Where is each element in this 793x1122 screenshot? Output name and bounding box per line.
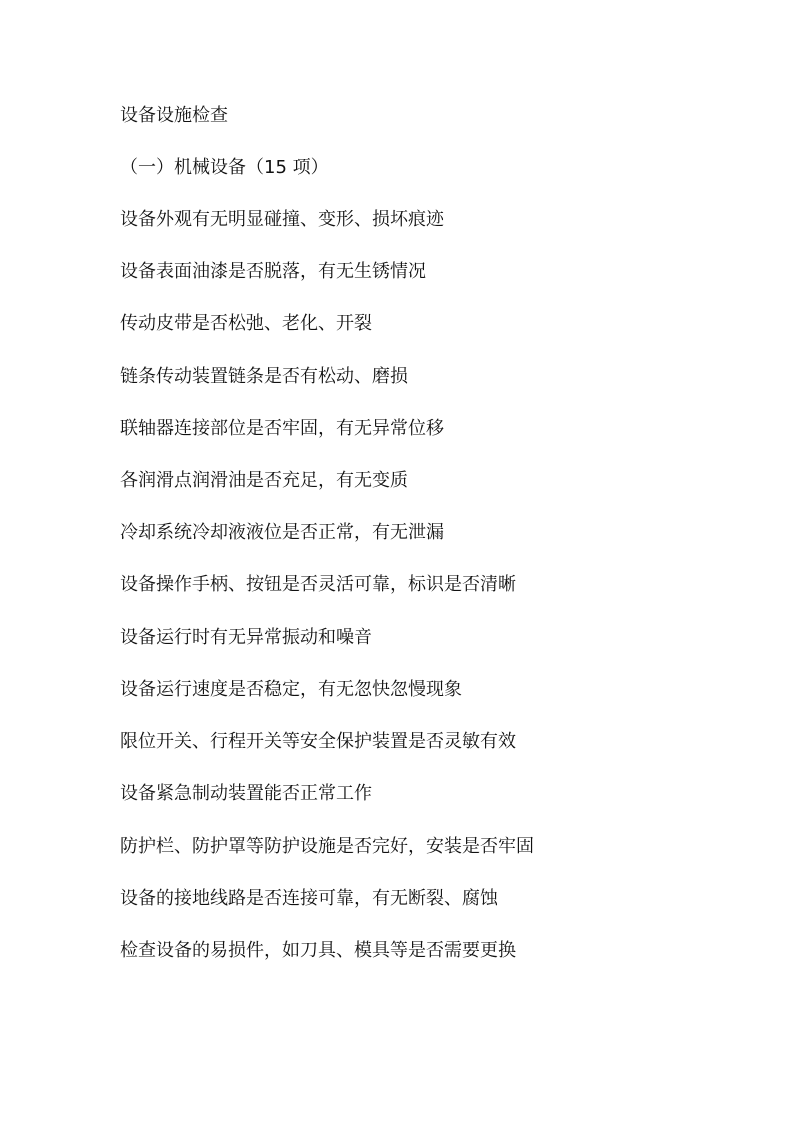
section-heading: （一）机械设备（15 项）	[120, 157, 329, 178]
checklist-item: 防护栏、防护罩等防护设施是否完好，安装是否牢固	[120, 836, 534, 857]
checklist-item: 限位开关、行程开关等安全保护装置是否灵敏有效	[120, 731, 516, 752]
checklist-item: 设备紧急制动装置能否正常工作	[120, 783, 372, 804]
checklist-item: 设备表面油漆是否脱落，有无生锈情况	[120, 261, 426, 282]
checklist-item: 链条传动装置链条是否有松动、磨损	[120, 366, 408, 387]
checklist-item: 联轴器连接部位是否牢固，有无异常位移	[120, 418, 444, 439]
checklist-item: 设备的接地线路是否连接可靠，有无断裂、腐蚀	[120, 888, 498, 909]
checklist-item: 设备运行速度是否稳定，有无忽快忽慢现象	[120, 679, 462, 700]
checklist-item: 设备外观有无明显碰撞、变形、损坏痕迹	[120, 209, 444, 230]
checklist-item: 设备操作手柄、按钮是否灵活可靠，标识是否清晰	[120, 574, 516, 595]
checklist-item: 各润滑点润滑油是否充足，有无变质	[120, 470, 408, 491]
checklist-item: 冷却系统冷却液液位是否正常，有无泄漏	[120, 522, 444, 543]
checklist-item: 检查设备的易损件，如刀具、模具等是否需要更换	[120, 940, 516, 961]
checklist-item: 设备运行时有无异常振动和噪音	[120, 627, 372, 648]
checklist-item: 传动皮带是否松弛、老化、开裂	[120, 313, 372, 334]
document-title: 设备设施检查	[120, 105, 228, 126]
